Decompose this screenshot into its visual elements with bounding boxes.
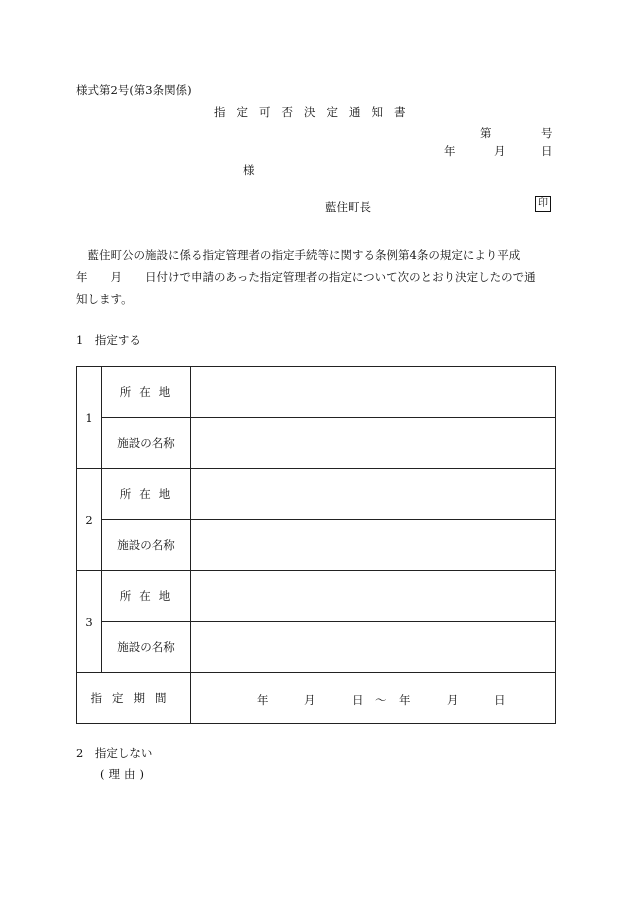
date-year: 年 (444, 144, 456, 158)
location-label: 所在地 (102, 367, 191, 418)
period-end-month: 月 (447, 693, 459, 707)
period-start-day: 日 (352, 693, 364, 707)
date-month: 月 (494, 144, 506, 158)
doc-number-suffix: 号 (541, 126, 553, 140)
body-line-2: 年 月 日付けで申請のあった指定管理者の指定について次のとおり決定したので通 (76, 270, 536, 284)
row-number: 2 (77, 469, 102, 571)
table-row (77, 571, 556, 622)
reason-label: (理由) (100, 767, 148, 781)
facility-name-value[interactable] (191, 418, 556, 469)
table-row (77, 520, 556, 571)
location-label: 所在地 (102, 469, 191, 520)
location-label: 所在地 (102, 571, 191, 622)
document-title: 指定可否決定通知書 (214, 105, 417, 119)
recipient-honorific: 様 (243, 163, 255, 177)
table-row (77, 367, 556, 418)
doc-number-prefix: 第 (480, 126, 492, 140)
period-tilde: 〜 (375, 693, 387, 707)
facility-name-value[interactable] (191, 520, 556, 571)
facility-name-label: 施設の名称 (102, 418, 191, 469)
body-paragraph (76, 244, 556, 310)
issuer-name: 藍住町長 (325, 200, 371, 214)
location-value[interactable] (191, 571, 556, 622)
facility-name-value[interactable] (191, 622, 556, 673)
facility-name-label: 施設の名称 (102, 520, 191, 571)
table-row (77, 418, 556, 469)
table-row (77, 622, 556, 673)
period-start-month: 月 (304, 693, 316, 707)
seal-box: 印 (535, 196, 551, 212)
period-end-day: 日 (494, 693, 506, 707)
location-value[interactable] (191, 367, 556, 418)
body-line-1: 藍住町公の施設に係る指定管理者の指定手続等に関する条例第4条の規定により平成 (76, 248, 521, 262)
period-label: 指定期間 (77, 673, 191, 724)
section-not-designate: 2 指定しない (76, 746, 153, 760)
period-start-year: 年 (257, 693, 269, 707)
row-number: 3 (77, 571, 102, 673)
designation-table (76, 366, 556, 724)
body-line-3: 知します。 (76, 292, 133, 306)
period-end-year: 年 (399, 693, 411, 707)
facility-name-label: 施設の名称 (102, 622, 191, 673)
location-value[interactable] (191, 469, 556, 520)
section-designate: 1 指定する (76, 333, 141, 347)
period-value[interactable] (191, 673, 556, 724)
form-number: 様式第2号(第3条関係) (76, 83, 192, 97)
table-row (77, 469, 556, 520)
period-row (77, 673, 556, 724)
date-day: 日 (541, 144, 553, 158)
row-number: 1 (77, 367, 102, 469)
